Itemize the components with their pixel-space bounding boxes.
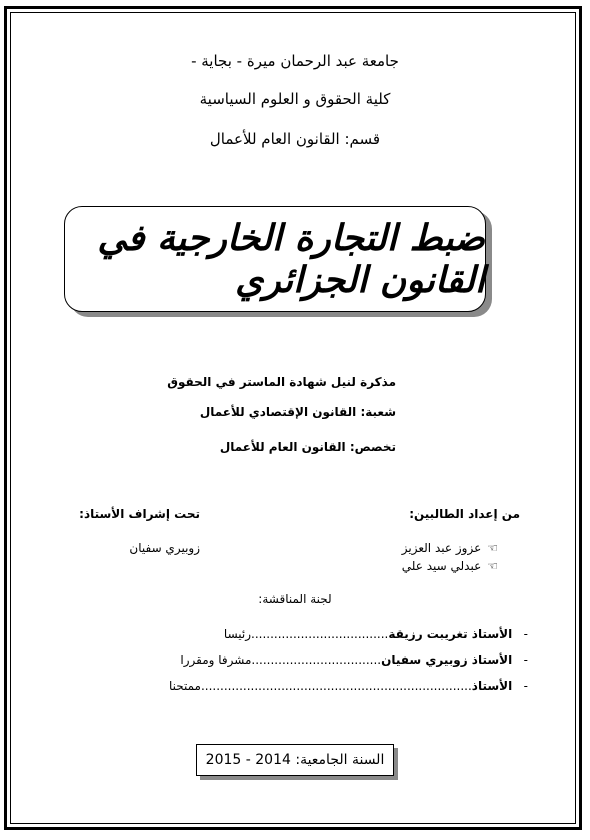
student-2: [402, 559, 498, 573]
member-role: ممتحنا: [168, 679, 201, 693]
department-name: قسم: القانون العام للأعمال: [209, 130, 381, 148]
student-name: عبدلي سيد علي: [401, 559, 482, 573]
degree-line: مذكرة لنيل شهادة الماستر في الحقوق: [167, 375, 396, 389]
supervisor-label: تحت إشراف الأستاذ:: [79, 507, 200, 521]
supervisor-name: زوبيري سفيان: [129, 541, 200, 555]
member-role: مشرفا ومقررا: [180, 653, 252, 667]
member-dots: ..................................: [251, 653, 382, 667]
academic-year-box: [196, 744, 394, 776]
branch-line: شعبة: القانون الإقتصادي للأعمال: [199, 405, 396, 419]
member-title: الأستاذ تغريبت رزيقة: [388, 627, 513, 641]
student-name: عزوز عبد العزيز: [401, 541, 482, 555]
member-dots: .......................................................................: [200, 679, 472, 693]
academic-year: السنة الجامعية: 2014 - 2015: [205, 752, 385, 768]
specialty-line: تخصص: القانون العام للأعمال: [219, 440, 396, 454]
finger-point-icon: ☜: [487, 541, 498, 555]
university-name: جامعة عبد الرحمان ميرة - بجاية -: [191, 52, 399, 70]
title-box: [64, 206, 486, 312]
member-dots: ....................................: [251, 627, 389, 641]
committee-member: - الأستاذ تغريبت رزيقة....................................رئيسا: [223, 627, 528, 641]
student-1: [402, 541, 498, 555]
committee-member: - الأستاذ.......................................................................ممتحنا: [168, 679, 528, 693]
faculty-name: كلية الحقوق و العلوم السياسية: [199, 90, 391, 108]
member-title: الأستاذ زوبيري سفيان: [381, 653, 513, 667]
students-label: من إعداد الطالبين:: [409, 507, 520, 521]
member-role: رئيسا: [223, 627, 252, 641]
committee-member: - الأستاذ زوبيري سفيان..................................مشرفا ومقررا: [180, 653, 528, 667]
thesis-title: ضبط التجارة الخارجية في القانون الجزائري: [97, 217, 485, 301]
finger-point-icon: ☜: [487, 559, 498, 573]
committee-label: لجنة المناقشة:: [258, 592, 332, 606]
member-title: الأستاذ: [471, 679, 513, 693]
